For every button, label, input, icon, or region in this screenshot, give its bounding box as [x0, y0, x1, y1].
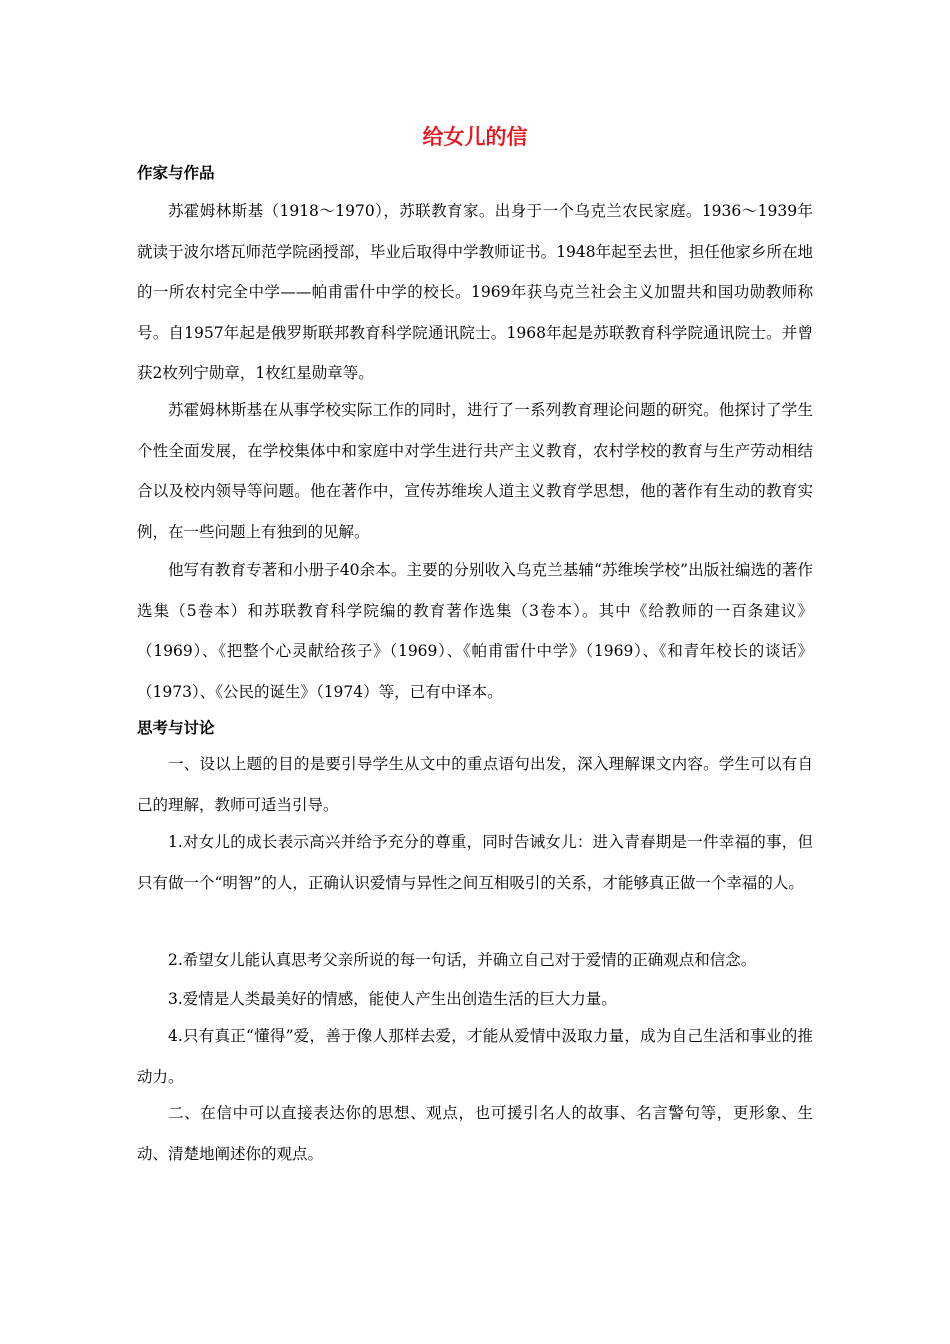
paragraph-point-4: 4.只有真正“懂得”爱，善于像人那样去爱，才能从爱情中汲取力量，成为自己生活和事业的推动力。 [137, 1027, 813, 1086]
paragraph-point-2: 2.希望女儿能认真思考父亲所说的每一句话，并确立自己对于爱情的正确观点和信念。 [168, 951, 757, 969]
paragraph-author-bio: 苏霍姆林斯基（1918～1970），苏联教育家。出身于一个乌克兰农民家庭。1936～1939年就读于波尔塔瓦师范学院函授部，毕业后取得中学教师证书。1948年起至去世，担任他家乡所在地的一所农村完全中学——帕甫雷什中学的校长。1969年获乌克兰社会主义加盟共和国功勋教师称号。自1957年起是俄罗斯联邦教育科学院通讯院士。1968年起是苏联教育科学院通讯院士。并曾获2枚列宁勋章，1枚红星勋章等。 [137, 202, 813, 382]
paragraph-point-3: 3.爱情是人类最美好的情感，能使人产生出创造生活的巨大力量。 [168, 990, 617, 1008]
section-heading-discussion: 思考与讨论 [137, 719, 215, 737]
document-title: 给女儿的信 [422, 125, 528, 149]
paragraph-point-1: 1.对女儿的成长表示高兴并给予充分的尊重，同时告诫女儿：进入青春期是一件幸福的事，但只有做一个“明智”的人，正确认识爱情与异性之间互相吸引的关系，才能够真正做一个幸福的人。 [137, 833, 813, 892]
paragraph-author-works: 他写有教育专著和小册子40余本。主要的分别收入乌克兰基辅“苏维埃学校”出版社编选的著作选集（5卷本）和苏联教育科学院编的教育著作选集（3卷本）。其中《给教师的一百条建议》（1969）、《把整个心灵献给孩子》（1969）、《帕甫雷什中学》（1969）、《和青年校长的谈话》（1973）、《公民的诞生》（1974）等，已有中译本。 [137, 561, 813, 701]
paragraph-discussion-1: 一、设以上题的目的是要引导学生从文中的重点语句出发，深入理解课文内容。学生可以有自己的理解，教师可适当引导。 [137, 755, 813, 814]
paragraph-author-research: 苏霍姆林斯基在从事学校实际工作的同时，进行了一系列教育理论问题的研究。他探讨了学生个性全面发展，在学校集体中和家庭中对学生进行共产主义教育，农村学校的教育与生产劳动相结合以及校内领导等问题。他在著作中，宣传苏维埃人道主义教育学思想，他的著作有生动的教育实例，在一些问题上有独到的见解。 [137, 401, 813, 541]
section-heading-author-works: 作家与作品 [137, 164, 215, 182]
paragraph-discussion-2: 二、在信中可以直接表达你的思想、观点，也可援引名人的故事、名言警句等，更形象、生动、清楚地阐述你的观点。 [137, 1104, 813, 1163]
